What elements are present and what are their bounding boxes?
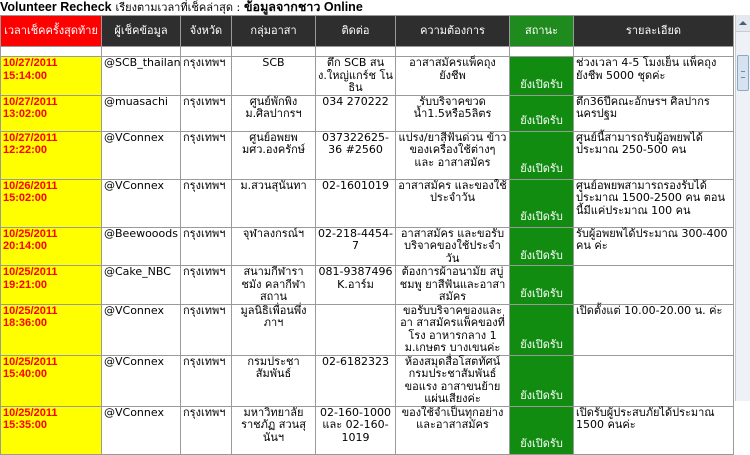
table-row[interactable]	[1, 406, 734, 454]
table-cell-checker: @muasachi	[102, 95, 181, 131]
table-body	[1, 57, 734, 455]
table-cell-need: รับบริจาคขวด น้ำ1.5หรือ5ลิตร	[396, 95, 510, 131]
table-cell-contact: 02-218-4454-7	[316, 227, 396, 266]
table-cell-detail: รับผู้อพยพได้ประมาณ 300-400 คน ค่ะ	[574, 227, 734, 266]
table-cell-checker: @VConnex	[102, 355, 181, 406]
table-cell-contact: 02-1601019	[316, 179, 396, 227]
table-cell-group: จุฬาลงกรณ์ฯ	[232, 227, 316, 266]
table-cell-province: กรุงเทพฯ	[181, 266, 232, 305]
table-cell-status: ยังเปิดรับ	[510, 304, 574, 355]
table-cell-checker: @VConnex	[102, 179, 181, 227]
table-cell-group: กรมประชา สัมพันธ์	[232, 355, 316, 406]
title-subtitle: เรียงตามเวลาที่เช็คล่าสุด :	[115, 1, 241, 14]
table-cell-province: กรุงเทพฯ	[181, 227, 232, 266]
table-cell-group: มหาวิทยาลัยราชภัฏ สวนสุนันฯ	[232, 406, 316, 454]
table-cell-group: สนามกีฬาราชมัง คลากีฬาสถาน	[232, 266, 316, 305]
column-header-checker[interactable]: ผู้เช็คข้อมูล	[102, 16, 181, 47]
table-cell-group: ม.สวนสุนันทา	[232, 179, 316, 227]
table-cell-contact: 02-6182323	[316, 355, 396, 406]
column-header-need[interactable]: ความต้องการ	[396, 16, 510, 47]
table-cell-province: กรุงเทพฯ	[181, 406, 232, 454]
table-cell-checker: @VConnex	[102, 304, 181, 355]
table-cell-time: 10/25/2011 15:40:00	[1, 355, 102, 406]
table-cell-need: ห้องสมุดสื่อโสตทัศน์ กรมประชาสัมพันธ์ขอแรง อาสาขนย้ายแผ่นเสียงค่ะ	[396, 355, 510, 406]
table-cell-contact: 037322625-36 #2560	[316, 131, 396, 179]
table-cell-detail	[574, 355, 734, 406]
table-cell-group: ศูนย์พักพิง ม.ศิลปากรฯ	[232, 95, 316, 131]
table-cell-group: SCB	[232, 57, 316, 96]
table-cell-detail: เปิดรับผู้ประสบภัยได้ประมาณ 1500 คนค่ะ	[574, 406, 734, 454]
table-row[interactable]	[1, 266, 734, 305]
table-cell-time: 10/27/2011 15:14:00	[1, 57, 102, 96]
table-row[interactable]	[1, 57, 734, 96]
column-header-last-check[interactable]: เวลาเช็คครั้งสุดท้าย	[1, 16, 102, 47]
table-cell-status: ยังเปิดรับ	[510, 355, 574, 406]
scrollbar-grip-icon	[741, 71, 745, 78]
table-cell-province: กรุงเทพฯ	[181, 95, 232, 131]
table-cell-contact: ตึก SCB สน ง.ใหญ่แกร์ช โนธิน	[316, 57, 396, 96]
table-cell-contact: 081-9387496 K.อาร์ม	[316, 266, 396, 305]
volunteer-table-container	[0, 15, 735, 450]
table-row[interactable]	[1, 304, 734, 355]
table-cell-contact	[316, 304, 396, 355]
table-cell-status: ยังเปิดรับ	[510, 266, 574, 305]
table-cell-province: กรุงเทพฯ	[181, 355, 232, 406]
table-cell-detail: เปิดตั้งแต่ 10.00-20.00 น. ค่ะ	[574, 304, 734, 355]
table-cell-status: ยังเปิดรับ	[510, 95, 574, 131]
table-cell-need: แปรง/ยาสีฟันด่วน ข้าว ของเครื่องใช้ต่างๆ และ อาสาสมัคร	[396, 131, 510, 179]
table-row[interactable]	[1, 355, 734, 406]
table-cell-group: ศูนย์อพยพ มศว.องครักษ์	[232, 131, 316, 179]
table-cell-time: 10/25/2011 19:21:00	[1, 266, 102, 305]
table-cell-detail: ศูนย์นี้สามารถรับผู้อพยพได้ประมาณ 250-500 คน	[574, 131, 734, 179]
table-cell-province: กรุงเทพฯ	[181, 304, 232, 355]
title-source: ข้อมูลจากชาว Online	[244, 0, 363, 14]
column-header-status[interactable]: สถานะ	[510, 16, 574, 47]
table-cell-checker: @SCB_thailan	[102, 57, 181, 96]
table-cell-status: ยังเปิดรับ	[510, 179, 574, 227]
table-cell-detail: ช่วงเวลา 4-5 โมงเย็น แพ็คถุงยังชีพ 5000 ชุดค่ะ	[574, 57, 734, 96]
table-cell-status: ยังเปิดรับ	[510, 227, 574, 266]
table-cell-need: อาสาสมัคร และของใช้ ประจำวัน	[396, 179, 510, 227]
column-header-detail[interactable]: รายละเอียด	[574, 16, 734, 47]
scrollbar-thumb[interactable]	[737, 55, 749, 91]
table-cell-checker: @VConnex	[102, 406, 181, 454]
table-cell-time: 10/27/2011 13:02:00	[1, 95, 102, 131]
volunteer-table	[0, 15, 734, 455]
vertical-scrollbar[interactable]	[735, 15, 750, 401]
title-main: Volunteer Recheck	[0, 0, 112, 14]
table-cell-contact: 034 270222	[316, 95, 396, 131]
column-header-contact[interactable]: ติดต่อ	[316, 16, 396, 47]
table-cell-contact: 02-160-1000 และ 02-160-1019	[316, 406, 396, 454]
table-cell-time: 10/27/2011 12:22:00	[1, 131, 102, 179]
table-cell-group: มูลนิธิเพื่อนพึ่ง ภาฯ	[232, 304, 316, 355]
table-cell-checker: @Cake_NBC	[102, 266, 181, 305]
table-cell-detail: ตึก36ปีคณะอักษรฯ ศิลปากร นครปฐม	[574, 95, 734, 131]
column-header-group[interactable]: กลุ่มอาสา	[232, 16, 316, 47]
page-title	[0, 0, 735, 15]
table-header-row	[1, 16, 734, 47]
table-cell-time: 10/25/2011 18:36:00	[1, 304, 102, 355]
table-row[interactable]	[1, 227, 734, 266]
table-cell-need: ขอรับบริจาคของและอา สาสมัครแพ็คของที่โรง อาหารกลาง 1 ม.เกษตร บางเขนค่ะ	[396, 304, 510, 355]
table-cell-province: กรุงเทพฯ	[181, 131, 232, 179]
table-cell-need: อาสาสมัคร และขอรับ บริจาคของใช้ประจำวัน	[396, 227, 510, 266]
table-cell-checker: @Beewooods	[102, 227, 181, 266]
table-cell-status: ยังเปิดรับ	[510, 57, 574, 96]
table-cell-time: 10/25/2011 15:35:00	[1, 406, 102, 454]
table-cell-checker: @VConnex	[102, 131, 181, 179]
table-cell-need: ต้องการผ้าอนามัย สบู่ ชมพู ยาสีฟันและอาสา สมัคร	[396, 266, 510, 305]
scroll-up-arrow-icon[interactable]	[736, 15, 750, 32]
table-cell-time: 10/25/2011 20:14:00	[1, 227, 102, 266]
table-cell-status: ยังเปิดรับ	[510, 131, 574, 179]
table-row[interactable]	[1, 131, 734, 179]
table-row[interactable]	[1, 179, 734, 227]
column-header-province[interactable]: จังหวัด	[181, 16, 232, 47]
table-cell-status: ยังเปิดรับ	[510, 406, 574, 454]
header-spacer-row	[1, 47, 734, 57]
table-cell-need: อาสาสมัครแพ็คถุงยังชีพ	[396, 57, 510, 96]
table-row[interactable]	[1, 95, 734, 131]
table-cell-province: กรุงเทพฯ	[181, 179, 232, 227]
table-cell-detail: ศูนย์อพยพสามารถรองรับได้ประมาณ 1500-2500 คน ตอนนี้มีแค่ประมาณ 100 คน	[574, 179, 734, 227]
table-cell-province: กรุงเทพฯ	[181, 57, 232, 96]
table-cell-need: ของใช้จำเป็นทุกอย่าง และอาสาสมัคร	[396, 406, 510, 454]
table-cell-time: 10/26/2011 15:02:00	[1, 179, 102, 227]
table-cell-detail	[574, 266, 734, 305]
